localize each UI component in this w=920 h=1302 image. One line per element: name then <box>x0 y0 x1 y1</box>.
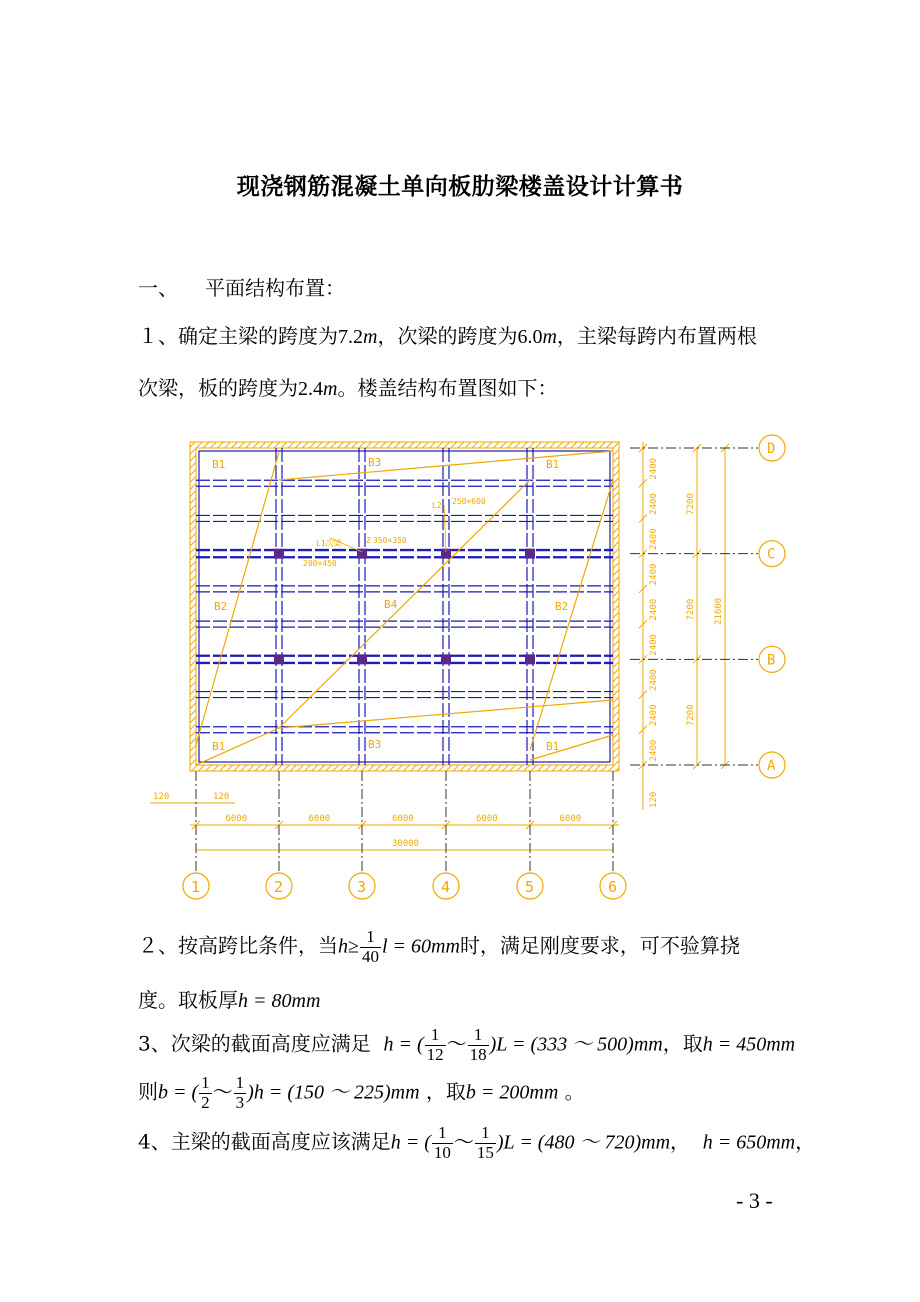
slab-label: B4 <box>384 598 398 611</box>
section-number: 一、 <box>138 276 178 300</box>
column-size: 350×350 <box>373 536 407 545</box>
slab-label: B1 <box>212 458 226 471</box>
beam-label-l2: L2 <box>432 501 442 510</box>
dimension-text: 2400 <box>649 598 659 621</box>
slab-label: B2 <box>214 600 228 613</box>
axis-label: 6 <box>608 878 618 896</box>
slab-label: B3 <box>368 456 382 469</box>
dimension-text: 2400 <box>649 528 659 551</box>
dimension-text: 6000 <box>308 814 331 824</box>
paragraph-3-line-2: 则b = ( $\frac{1}{2}$ ～ $\frac{1}{3}$ )h = (150 ～ 225)mm ，取b = 200mm 。 <box>138 1073 585 1112</box>
column <box>525 654 535 664</box>
dimension-text: 7200 <box>686 598 696 621</box>
dimension-text: 7200 <box>686 493 696 515</box>
dimension-text: 6000 <box>392 814 414 824</box>
dimension-text: 6000 <box>476 814 498 824</box>
beam-label-l1: L1次梁 <box>316 539 342 548</box>
page-number: - 3 - <box>736 1188 773 1213</box>
dimension-text: 2400 <box>649 704 659 727</box>
axis-label: 2 <box>274 878 284 896</box>
fraction: $\frac{1}{18}$ <box>469 1025 487 1064</box>
dimension-total-y: 21600 <box>714 597 724 625</box>
paragraph-2-line-1: ２、按高跨比条件，当h≥ $\frac{1}{40}$ l = 60mm时，满足刚度要求，可不验算挠 <box>138 927 740 966</box>
axis-label: B <box>767 652 776 669</box>
fraction: $\frac{1}{3}$ <box>235 1073 245 1112</box>
paragraph-2-line-2: 度。取板厚h = 80mm <box>138 988 321 1012</box>
fraction: $\frac{1}{12}$ <box>426 1025 444 1064</box>
dimension-text: 2400 <box>649 634 659 656</box>
page-title: 现浇钢筋混凝土单向板肋梁楼盖设计计算书 <box>236 174 684 200</box>
dimension-text: 6000 <box>225 814 248 824</box>
dimension-text: 7200 <box>686 704 696 727</box>
fraction: $\frac{1}{2}$ <box>201 1073 210 1112</box>
slab-label: B3 <box>368 738 382 751</box>
dimension-text: 2400 <box>649 493 659 515</box>
column <box>274 549 284 559</box>
column <box>441 654 451 664</box>
axis-label: D <box>767 441 776 457</box>
fraction: $\frac{1}{15}$ <box>476 1123 494 1162</box>
fraction: $\frac{1}{40}$ <box>361 927 379 966</box>
axis-label: 3 <box>357 878 367 896</box>
paragraph-3-line-1: 3、次梁的截面高度应满足 h = ( $\frac{1}{12}$ ～ $\frac{1}{18}$ )L = (333 ～ 500)mm，取h = 450mm <box>138 1025 796 1064</box>
paragraph-1-line-2: 次梁，板的跨度为2.4m。楼盖结构布置图如下： <box>138 376 558 400</box>
paragraph-1-line-1: １、确定主梁的跨度为7.2m，次梁的跨度为6.0m，主梁每跨内布置两根 <box>138 324 757 348</box>
column-label-z: Z <box>366 536 371 545</box>
column <box>525 549 535 559</box>
dimension-text: 2400 <box>649 457 659 480</box>
dimension-text: 120 <box>649 791 659 808</box>
dimension-text: 2400 <box>649 739 659 762</box>
paragraph-4-line-1: 4、主梁的截面高度应该满足h = ( $\frac{1}{10}$ ～ $\frac{1}{15}$ )L = (480 ～ 720)mm， h = 650mm， <box>138 1123 816 1162</box>
fraction: $\frac{1}{10}$ <box>433 1123 451 1162</box>
dimension-text: 120 <box>213 792 230 802</box>
axis-label: 1 <box>191 878 201 896</box>
dimension-total-x: 30000 <box>392 839 420 849</box>
slab-label: B2 <box>555 600 569 613</box>
section-heading: 平面结构布置： <box>205 276 345 300</box>
axis-label: A <box>767 758 776 774</box>
axis-label: 5 <box>525 878 535 896</box>
column <box>357 654 367 664</box>
dimension-text: 2400 <box>649 563 659 586</box>
axis-label: C <box>767 546 776 563</box>
floor-layout-drawing <box>140 430 800 910</box>
beam-size-l2: 250×600 <box>452 497 486 506</box>
slab-label: B1 <box>546 458 560 471</box>
dimension-text: 120 <box>153 792 170 802</box>
slab-label: B1 <box>212 740 226 753</box>
axis-label: 4 <box>441 878 451 896</box>
column <box>274 654 284 664</box>
slab-label: B1 <box>546 740 560 753</box>
dimension-text: 6000 <box>559 814 582 824</box>
beam-size-l1: 200×450 <box>303 559 337 568</box>
dimension-text: 2400 <box>649 669 659 691</box>
